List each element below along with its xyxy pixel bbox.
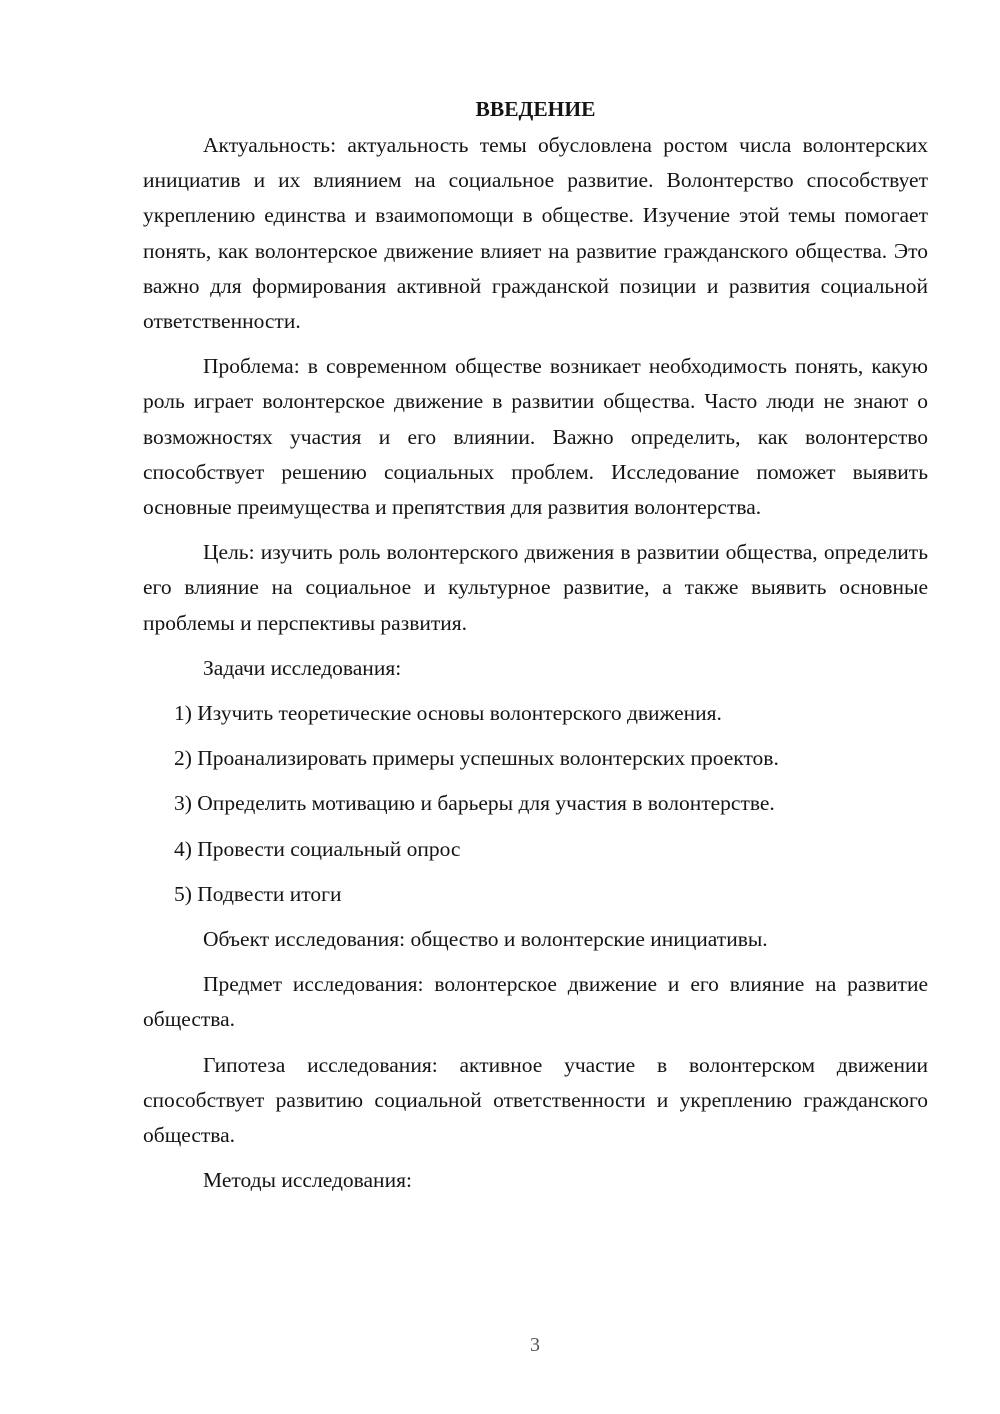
problem-paragraph: Проблема: в современном обществе возникает необходимость понять, какую роль играет волонтерское движение в развитии общества. Часто люди не знают о возможностях участия и его влиянии. Важно определить, как волонтерство способствует решению социальных проблем. Исследование поможет выявить основные преимущества и препятствия для развития волонтерства. bbox=[143, 354, 928, 520]
list-item: 3) Определить мотивацию и барьеры для участия в волонтерстве. bbox=[174, 791, 775, 816]
hypothesis-paragraph: Гипотеза исследования: активное участие в волонтерском движении способствует развитию социальной ответственности и укреплению гражданского общества. bbox=[143, 1052, 928, 1148]
section-title: ВВЕДЕНИЕ bbox=[475, 97, 596, 121]
subject-paragraph: Предмет исследования: волонтерское движение и его влияние на развитие общества. bbox=[143, 972, 928, 1032]
page-content bbox=[143, 92, 928, 1208]
goal-paragraph: Цель: изучить роль волонтерского движения в развитии общества, определить его влияние на социальное и культурное развитие, а также выявить основные проблемы и перспективы развития. bbox=[143, 540, 928, 635]
list-item: 2) Проанализировать примеры успешных волонтерских проектов. bbox=[174, 746, 779, 771]
page-number: 3 bbox=[530, 1334, 540, 1356]
tasks-heading: Задачи исследования: bbox=[203, 655, 402, 680]
relevance-paragraph: Актуальность: актуальность темы обусловлена ростом числа волонтерских инициатив и их влиянием на социальное развитие. Волонтерство способствует укреплению единства и взаимопомощи в обществе. Изучение этой темы помогает понять, как волонтерское движение влияет на развитие гражданского общества. Это важно для формирования активной гражданской позиции и развития социальной ответственности. bbox=[143, 133, 928, 334]
object-paragraph: Объект исследования: общество и волонтерские инициативы. bbox=[203, 927, 768, 952]
list-item: 1) Изучить теоретические основы волонтерского движения. bbox=[174, 701, 722, 726]
list-item: 5) Подвести итоги bbox=[174, 881, 342, 906]
tasks-list bbox=[143, 696, 928, 912]
methods-heading: Методы исследования: bbox=[203, 1168, 412, 1193]
list-item: 4) Провести социальный опрос bbox=[174, 836, 461, 861]
